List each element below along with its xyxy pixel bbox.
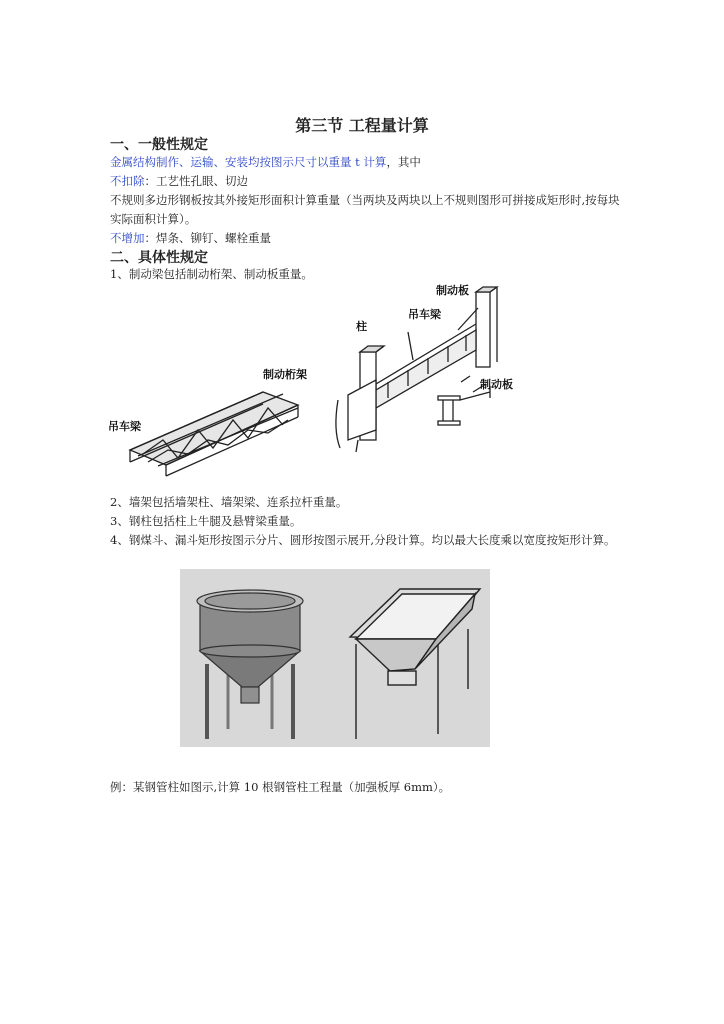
label-column: 柱 — [356, 320, 367, 333]
item-1: 1、制动梁包括制动桁架、制动板重量。 — [110, 267, 313, 281]
paragraph-irregular-plate: 不规则多边形钢板按其外接矩形面积计算重量（当两块及两块以上不规则图形可拼接成矩形时,按每块实际面积计算）。 — [110, 193, 620, 226]
item-4: 4、钢煤斗、漏斗矩形按图示分片、圆形按图示展开,分段计算。均以最大长度乘以宽度按矩形计算。 — [110, 533, 616, 547]
paragraph-no-add — [110, 229, 620, 248]
hopper-figure — [180, 569, 490, 747]
section2-heading: 二、具体性规定 — [110, 250, 208, 266]
section1-heading: 一、一般性规定 — [110, 137, 208, 153]
page-title: 第三节 工程量计算 — [295, 116, 429, 135]
label-brake-plate-right: 制动板 — [480, 378, 513, 391]
label-brake-plate-top: 制动板 — [436, 284, 469, 297]
label-crane-beam-right: 吊车梁 — [408, 308, 441, 321]
example-text: 例：某钢管柱如图示,计算 10 根钢管柱工程量（加强板厚 6mm）。 — [110, 780, 451, 794]
truss-drawing — [130, 392, 298, 476]
paragraph-no-deduct — [110, 172, 620, 191]
no-add-text: ：焊条、铆钉、螺栓重量 — [144, 231, 271, 245]
no-deduct-label: 不扣除 — [110, 174, 145, 188]
general-rule-highlight: 金属结构制作、运输、安装均按图示尺寸以重量 t 计算 — [110, 155, 387, 169]
brake-beam-figure — [108, 280, 528, 485]
label-brake-truss: 制动桁架 — [263, 368, 307, 381]
general-rule-tail: ，其中 — [386, 155, 421, 169]
no-deduct-text: ：工艺性孔眼、切边 — [144, 174, 248, 188]
paragraph-general-rule — [110, 153, 620, 172]
label-crane-beam-left: 吊车梁 — [108, 420, 141, 433]
item-2: 2、墙架包括墙架柱、墙架梁、连系拉杆重量。 — [110, 495, 348, 509]
no-add-label: 不增加 — [110, 231, 145, 245]
item-3: 3、钢柱包括柱上牛腿及悬臂梁重量。 — [110, 514, 302, 528]
